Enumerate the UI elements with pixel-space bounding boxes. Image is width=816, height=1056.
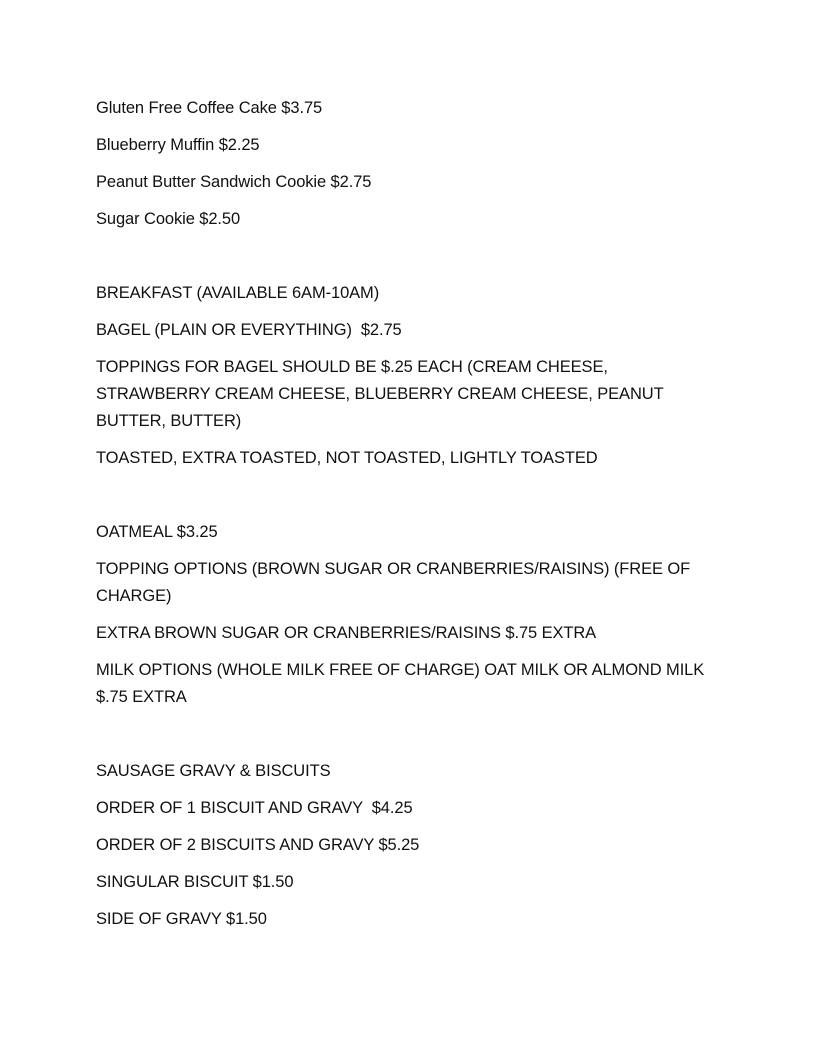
oatmeal-milk-options: MILK OPTIONS (WHOLE MILK FREE OF CHARGE) OAT MILK OR ALMOND MILK $.75 EXTRA bbox=[96, 661, 709, 706]
menu-item-two-biscuits: ORDER OF 2 BISCUITS AND GRAVY $5.25 bbox=[96, 836, 420, 854]
biscuits-section bbox=[96, 758, 726, 933]
section-spacer bbox=[96, 482, 726, 509]
menu-item-peanut-butter-cookie: Peanut Butter Sandwich Cookie $2.75 bbox=[96, 173, 372, 191]
bagel-toppings: TOPPINGS FOR BAGEL SHOULD BE $.25 EACH (CREAM CHEESE, STRAWBERRY CREAM CHEESE, BLUEBERRY CREAM CHEESE, PEANUT BUTTER, BUTTER) bbox=[96, 358, 668, 430]
oatmeal-section bbox=[96, 519, 726, 711]
menu-item-sugar-cookie: Sugar Cookie $2.50 bbox=[96, 210, 241, 228]
menu-item-side-of-gravy: SIDE OF GRAVY $1.50 bbox=[96, 910, 267, 928]
breakfast-heading: BREAKFAST (AVAILABLE 6AM-10AM) bbox=[96, 284, 380, 302]
oatmeal-topping-options: TOPPING OPTIONS (BROWN SUGAR OR CRANBERRIES/RAISINS) (FREE OF CHARGE) bbox=[96, 560, 695, 605]
bagel-toasting-options: TOASTED, EXTRA TOASTED, NOT TOASTED, LIGHTLY TOASTED bbox=[96, 449, 598, 467]
oatmeal-heading: OATMEAL $3.25 bbox=[96, 523, 218, 541]
document-page bbox=[96, 95, 726, 943]
menu-item-coffee-cake: Gluten Free Coffee Cake $3.75 bbox=[96, 99, 323, 117]
breakfast-section bbox=[96, 280, 726, 472]
menu-item-one-biscuit: ORDER OF 1 BISCUIT AND GRAVY $4.25 bbox=[96, 799, 413, 817]
menu-item-bagel: BAGEL (PLAIN OR EVERYTHING) $2.75 bbox=[96, 321, 402, 339]
biscuits-heading: SAUSAGE GRAVY & BISCUITS bbox=[96, 762, 331, 780]
menu-item-singular-biscuit: SINGULAR BISCUIT $1.50 bbox=[96, 873, 294, 891]
section-spacer bbox=[96, 721, 726, 748]
menu-item-blueberry-muffin: Blueberry Muffin $2.25 bbox=[96, 136, 260, 154]
section-spacer bbox=[96, 243, 726, 270]
oatmeal-extra-toppings: EXTRA BROWN SUGAR OR CRANBERRIES/RAISINS $.75 EXTRA bbox=[96, 624, 597, 642]
pastries-section bbox=[96, 95, 726, 233]
